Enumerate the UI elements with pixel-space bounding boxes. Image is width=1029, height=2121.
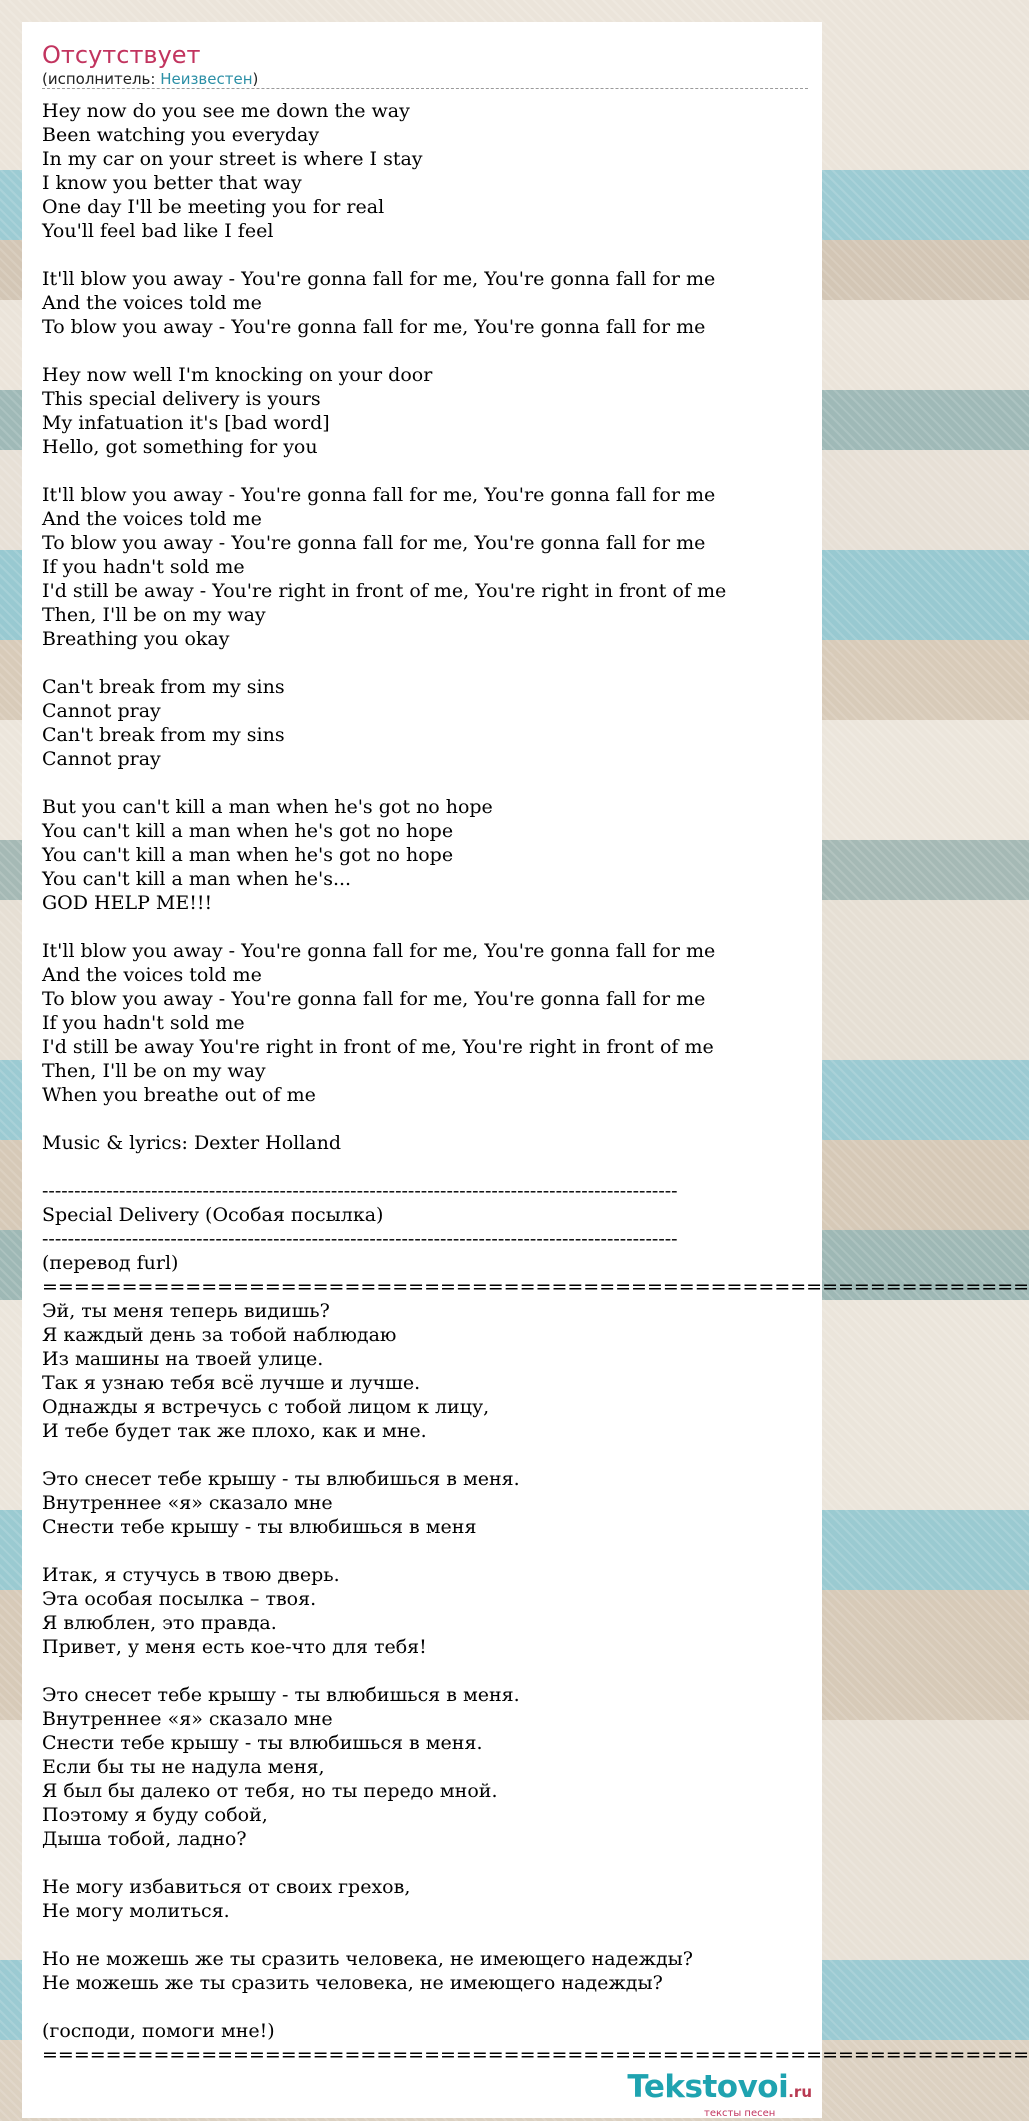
artist-prefix: (исполнитель: (42, 70, 161, 88)
artist-line (42, 70, 808, 89)
lyrics-card (22, 22, 1029, 2119)
logo-name: Tekstovoi (627, 2069, 789, 2105)
song-title: Отсутствует (42, 41, 201, 69)
lyrics-text: Hey now do you see me down the way Been watching you everyday In my car on your street is where I stay I know you better that way One day I'll be meeting you for real You'll feel bad like I feel It'll blow you away - You're gonna fall for me, You're gonna fall for me And the voices told me To blow you away - You're gonna fall for me, You're gonna fall for me Hey now well I'm knocking on your door This special delivery is yours My infatuation it's [bad word] Hello, got something for you It'll blow you away - You're gonna fall for me, You're gonna fall for me And the voices told me To blow you away - You're gonna fall for me, You're gonna fall for me If you hadn't sold me I'd still be away - You're right in front of me, You're right in front of me Then, I'll be on my way Breathing you okay Can't break from my sins Cannot pray Can't break from my sins Cannot pray But you can't kill a man when he's got no hope You can't kill a man when he's got no hope You can't kill a man when he's got no hope You can't kill a man when he's... GOD HELP ME!!! It'll blow you away - You're gonna fall for me, You're gonna fall for me And the voices told me To blow you away - You're gonna fall for me, You're gonna fall for me If you hadn't sold me I'd still be away You're right in front of me, You're right in front of me Then, I'll be on my way When you breathe out of me Music & lyrics: Dexter Holland --------------------------------------------------------------------------------------------------- Special Delivery (Особая посылка) --------------------------------------------------------------------------------------------------- (перевод furl) ============================================================== Эй, ты меня теперь видишь? Я каждый день за тобой наблюдаю Из машины на твоей улице. Так я узнаю тебя всё лучше и лучше. Однажды я встречусь с тобой лицом к лицу, И тебе будет так же плохо, как и мне. Это снесет тебе крышу - ты влюбишься в меня. Внутреннее «я» сказало мне Снести тебе крышу - ты влюбишься в меня Итак, я стучусь в твою дверь. Эта особая посылка – твоя. Я влюблен, это правда. Привет, у меня есть кое-что для тебя! Это снесет тебе крышу - ты влюбишься в меня. Внутреннее «я» сказало мне Снести тебе крышу - ты влюбишься в меня. Если бы ты не надула меня, Я был бы далеко от тебя, но ты передо мной. Поэтому я буду собой, Дыша тобой, ладно? Не могу избавиться от своих грехов, Не могу молиться. Но не можешь же ты сразить человека, не имеющего надежды? Не можешь же ты сразить человека, не имеющего надежды? (господи, помоги мне!) ============================================================== (42, 100, 1029, 2066)
logo-tld: .ru (788, 2083, 812, 2101)
site-logo[interactable] (623, 2069, 816, 2119)
logo-subtitle: тексты песен (704, 2108, 776, 2119)
artist-link[interactable]: Неизвестен (160, 70, 253, 88)
logo-wordmark (627, 2070, 812, 2109)
artist-suffix: ) (252, 70, 259, 88)
